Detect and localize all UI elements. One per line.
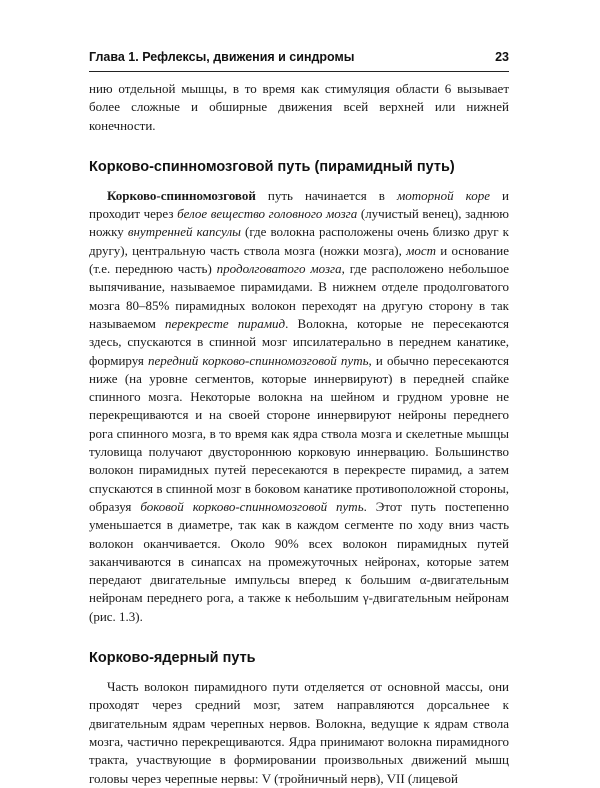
text-run: Часть волокон пирамидного пути отделяется от основной массы, они проходят через средний мозг, затем направляются дорсальнее к двигательным ядрам черепных нервов. Волокна, ведущие к ядрам ствола мозга, частично перекрещиваются. Ядра принимают волокна пирамидного тракта, участвующие в формировании произвольных движений мышц головы через черепные нервы: V (тройничный нерв), VII (лицевой [89, 679, 509, 786]
section-heading-corticonuclear: Корково-ядерный путь [89, 650, 256, 667]
section-heading-pyramidal: Корково-спинномозговой путь (пирамидный путь) [89, 158, 455, 175]
paragraph-corticonuclear [89, 678, 509, 788]
running-header [89, 50, 509, 70]
italic-term: боковой корково-спинномозговой путь [140, 498, 364, 514]
text-run: . Этот путь постепенно уменьшается в диаметре, так как в каждом сегменте по ходу вниз часть волокон оканчивается. Около 90% всех волокон пирамидных путей заканчиваются в синапсах на промежуточных нейронах, которые затем передают двигательные импульсы вперед к большим α-двигательным нейронам переднего рога, а также к небольшим γ-двигательным нейронам (рис. 1.3). [89, 498, 509, 624]
paragraph-intro [89, 80, 509, 135]
body-text [89, 80, 509, 788]
italic-term: перекресте пирамид [164, 315, 286, 331]
italic-term: белое вещество головного мозга [177, 206, 358, 222]
text-run: нию отдельной мышцы, в то время как стимуляция области 6 вызывает более сложные и обширные движения всей верхней или нижней конечности. [89, 81, 509, 133]
italic-term: мост [406, 242, 437, 258]
page-number: 23 [495, 50, 509, 64]
italic-term: передний корково-спинномозговой путь [148, 352, 369, 368]
italic-term: продолговатого мозга [216, 261, 342, 277]
italic-term: моторной коре [396, 187, 490, 203]
text-run: путь начинается в [255, 187, 397, 203]
text-run: (лучистый венец), заднюю ножку [89, 206, 510, 240]
running-title: Глава 1. Рефлексы, движения и синдромы [89, 50, 355, 64]
text-run: . Волокна, которые не пересекаются здесь, спускаются в спинной мозг ипсилатерально в переднем канатике, формируя [89, 315, 509, 368]
header-rule [89, 71, 509, 72]
text-run: и проходит через [89, 187, 509, 222]
bold-term: Корково-спинномозговой [107, 187, 256, 203]
text-run: , где расположено небольшое выпячивание, называемое пирамидами. В нижнем отделе продолговатого мозга 80–85% пирамидных волокон переходят на другую сторону в так называемом [89, 261, 510, 331]
italic-term: внутренней капсулы [127, 224, 241, 240]
paragraph-pyramidal [89, 187, 509, 626]
text-run: , и обычно пересекаются ниже (на уровне сегментов, которые иннервируют) в передней спайке спинного мозга. Некоторые волокна на шейном и грудном уровне не перекрещиваются и на своей стороне иннервируют нейроны переднего рога спинного мозга, в то время как ядра ствола мозга и скелетные мышцы туловища получают двустороннюю корковую иннервацию. Большинство волокон пирамидных путей пересекаются в перекресте пирамид, а затем спускаются в спинной мозг в боковом канатике противоположной стороны, образуя [89, 352, 509, 514]
text-run: и основание (т.е. переднюю часть) [89, 242, 509, 277]
text-run: (где волокна расположены очень близко друг к другу), центральную часть ствола мозга (ножки мозга), [89, 224, 510, 258]
